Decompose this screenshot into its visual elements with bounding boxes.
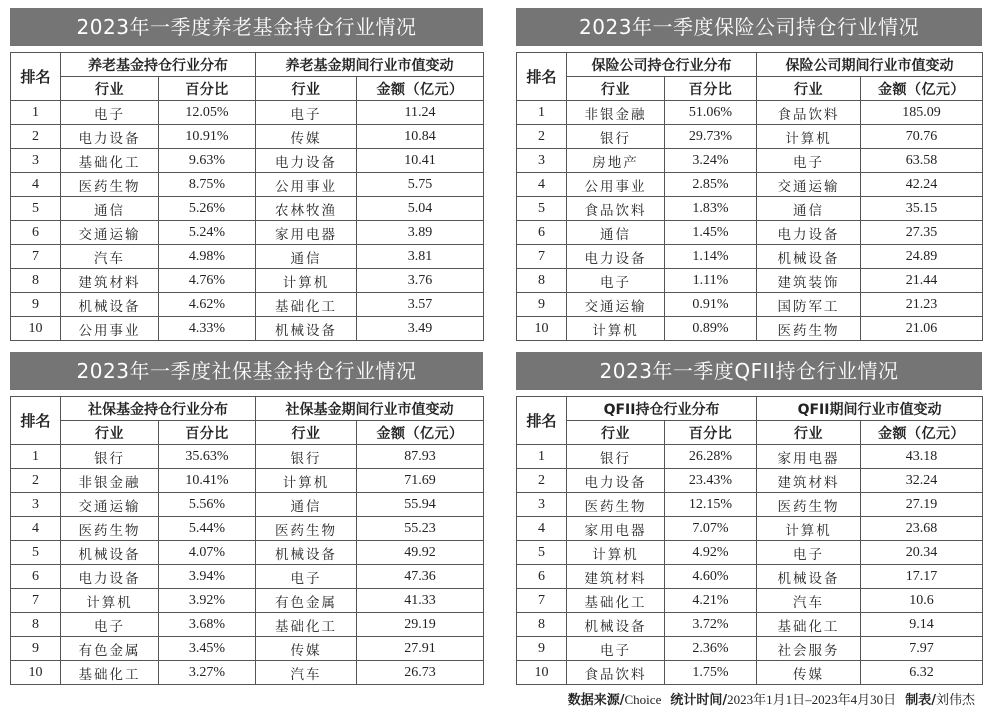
amount-cell: 6.32 [861, 661, 983, 685]
industry-cell: 机械设备 [256, 541, 357, 565]
percent-cell: 4.21% [665, 589, 757, 613]
table-row [517, 293, 983, 317]
percent-cell: 8.75% [159, 173, 256, 197]
rank-cell: 3 [517, 493, 567, 517]
industry-cell: 有色金属 [256, 589, 357, 613]
table-row [11, 469, 484, 493]
rank-cell: 5 [517, 541, 567, 565]
industry-cell: 基础化工 [61, 149, 159, 173]
amount-cell: 42.24 [861, 173, 983, 197]
percent-cell: 1.14% [665, 245, 757, 269]
industry-cell: 食品饮料 [567, 197, 665, 221]
table-row [11, 613, 484, 637]
industry-cell: 交通运输 [757, 173, 861, 197]
amount-cell: 3.81 [357, 245, 484, 269]
industry-cell: 机械设备 [61, 293, 159, 317]
industry-cell: 农林牧渔 [256, 197, 357, 221]
industry-cell: 电子 [256, 565, 357, 589]
panel-title: 2023年一季度QFII持仓行业情况 [516, 352, 982, 390]
rank-cell: 3 [11, 493, 61, 517]
amount-cell: 3.49 [357, 317, 484, 341]
percent-cell: 2.36% [665, 637, 757, 661]
table-row [11, 221, 484, 245]
rank-cell: 7 [11, 245, 61, 269]
rank-cell: 4 [517, 173, 567, 197]
percent-cell: 4.33% [159, 317, 256, 341]
industry-cell: 计算机 [256, 269, 357, 293]
amount-cell: 20.34 [861, 541, 983, 565]
amount-cell: 21.44 [861, 269, 983, 293]
industry-cell: 电力设备 [567, 245, 665, 269]
industry-cell: 银行 [61, 445, 159, 469]
rank-cell: 8 [517, 269, 567, 293]
table-row [11, 317, 484, 341]
amount-col-header: 金额（亿元） [861, 421, 983, 445]
value-change-group-header: 社保基金期间行业市值变动 [256, 397, 484, 421]
percent-cell: 2.85% [665, 173, 757, 197]
industry-cell: 公用事业 [567, 173, 665, 197]
amount-col-header: 金额（亿元） [357, 77, 484, 101]
amount-cell: 3.89 [357, 221, 484, 245]
rank-cell: 1 [11, 101, 61, 125]
distribution-group-header: QFII持仓行业分布 [567, 397, 757, 421]
percent-cell: 10.91% [159, 125, 256, 149]
industry-cell: 电子 [256, 101, 357, 125]
industry-cell: 银行 [567, 445, 665, 469]
percent-cell: 4.62% [159, 293, 256, 317]
industry-col-header: 行业 [256, 77, 357, 101]
percent-col-header: 百分比 [665, 77, 757, 101]
industry-cell: 通信 [567, 221, 665, 245]
rank-cell: 7 [517, 245, 567, 269]
amount-cell: 27.19 [861, 493, 983, 517]
rank-cell: 3 [517, 149, 567, 173]
industry-cell: 计算机 [567, 541, 665, 565]
period-label: 统计时间/ [670, 693, 728, 708]
rank-cell: 2 [517, 469, 567, 493]
table-row [517, 637, 983, 661]
table-row [11, 293, 484, 317]
percent-col-header: 百分比 [159, 421, 256, 445]
rank-cell: 5 [11, 197, 61, 221]
footer-credits [0, 689, 975, 708]
amount-cell: 5.04 [357, 197, 484, 221]
table-row [11, 101, 484, 125]
industry-cell: 银行 [567, 125, 665, 149]
industry-col-header: 行业 [757, 77, 861, 101]
rank-cell: 1 [517, 445, 567, 469]
industry-cell: 传媒 [757, 661, 861, 685]
industry-cell: 有色金属 [61, 637, 159, 661]
percent-cell: 3.45% [159, 637, 256, 661]
table-row [11, 445, 484, 469]
industry-col-header: 行业 [757, 421, 861, 445]
table-row [517, 589, 983, 613]
rank-cell: 2 [11, 125, 61, 149]
rank-cell: 6 [517, 221, 567, 245]
holdings-table [10, 52, 484, 341]
industry-col-header: 行业 [61, 421, 159, 445]
rank-cell: 9 [517, 637, 567, 661]
amount-cell: 17.17 [861, 565, 983, 589]
rank-cell: 2 [517, 125, 567, 149]
table-row [517, 469, 983, 493]
industry-cell: 电力设备 [256, 149, 357, 173]
amount-cell: 10.41 [357, 149, 484, 173]
amount-cell: 23.68 [861, 517, 983, 541]
rank-cell: 1 [517, 101, 567, 125]
industry-cell: 建筑装饰 [757, 269, 861, 293]
industry-cell: 电力设备 [61, 565, 159, 589]
value-change-group-header: 保险公司期间行业市值变动 [757, 53, 983, 77]
percent-cell: 3.94% [159, 565, 256, 589]
percent-cell: 1.11% [665, 269, 757, 293]
industry-cell: 机械设备 [757, 245, 861, 269]
industry-cell: 食品饮料 [757, 101, 861, 125]
source-value: Choice [624, 692, 662, 707]
rank-cell: 1 [11, 445, 61, 469]
industry-cell: 房地产 [567, 149, 665, 173]
industry-cell: 医药生物 [256, 517, 357, 541]
industry-cell: 汽车 [61, 245, 159, 269]
panel-pension-fund [10, 8, 483, 341]
table-row [11, 197, 484, 221]
table-row [11, 661, 484, 685]
industry-cell: 医药生物 [757, 493, 861, 517]
industry-cell: 社会服务 [757, 637, 861, 661]
amount-col-header: 金额（亿元） [861, 77, 983, 101]
rank-cell: 7 [517, 589, 567, 613]
panel-title: 2023年一季度养老基金持仓行业情况 [10, 8, 483, 46]
table-row [517, 221, 983, 245]
industry-cell: 公用事业 [61, 317, 159, 341]
industry-cell: 基础化工 [256, 293, 357, 317]
industry-cell: 机械设备 [567, 613, 665, 637]
industry-cell: 医药生物 [61, 517, 159, 541]
source-label: 数据来源/ [567, 693, 625, 708]
amount-cell: 27.35 [861, 221, 983, 245]
industry-cell: 传媒 [256, 125, 357, 149]
amount-cell: 3.76 [357, 269, 484, 293]
percent-cell: 23.43% [665, 469, 757, 493]
percent-cell: 12.05% [159, 101, 256, 125]
rank-cell: 4 [11, 173, 61, 197]
table-row [517, 565, 983, 589]
amount-cell: 3.57 [357, 293, 484, 317]
value-change-group-header: QFII期间行业市值变动 [757, 397, 983, 421]
industry-cell: 机械设备 [61, 541, 159, 565]
table-row [517, 101, 983, 125]
percent-cell: 1.75% [665, 661, 757, 685]
rank-cell: 6 [11, 565, 61, 589]
industry-cell: 电力设备 [567, 469, 665, 493]
amount-cell: 11.24 [357, 101, 484, 125]
percent-cell: 3.92% [159, 589, 256, 613]
rank-cell: 8 [11, 613, 61, 637]
amount-cell: 71.69 [357, 469, 484, 493]
industry-col-header: 行业 [61, 77, 159, 101]
industry-cell: 电子 [757, 149, 861, 173]
table-row [517, 173, 983, 197]
percent-col-header: 百分比 [665, 421, 757, 445]
amount-cell: 32.24 [861, 469, 983, 493]
percent-cell: 5.56% [159, 493, 256, 517]
rank-cell: 7 [11, 589, 61, 613]
table-row [11, 637, 484, 661]
table-row [517, 613, 983, 637]
industry-cell: 汽车 [256, 661, 357, 685]
industry-cell: 计算机 [61, 589, 159, 613]
rank-header: 排名 [517, 397, 567, 445]
percent-cell: 1.83% [665, 197, 757, 221]
percent-cell: 0.91% [665, 293, 757, 317]
percent-cell: 51.06% [665, 101, 757, 125]
rank-header: 排名 [11, 53, 61, 101]
industry-col-header: 行业 [567, 421, 665, 445]
industry-cell: 机械设备 [256, 317, 357, 341]
rank-cell: 9 [11, 637, 61, 661]
industry-cell: 汽车 [757, 589, 861, 613]
industry-col-header: 行业 [567, 77, 665, 101]
industry-cell: 传媒 [256, 637, 357, 661]
rank-cell: 10 [11, 661, 61, 685]
amount-cell: 29.19 [357, 613, 484, 637]
table-row [11, 269, 484, 293]
industry-cell: 交通运输 [61, 493, 159, 517]
rank-cell: 8 [517, 613, 567, 637]
percent-cell: 4.76% [159, 269, 256, 293]
table-row [517, 197, 983, 221]
rank-cell: 9 [517, 293, 567, 317]
industry-cell: 家用电器 [567, 517, 665, 541]
amount-cell: 47.36 [357, 565, 484, 589]
amount-col-header: 金额（亿元） [357, 421, 484, 445]
percent-col-header: 百分比 [159, 77, 256, 101]
author-value: 刘伟杰 [935, 692, 975, 707]
amount-cell: 7.97 [861, 637, 983, 661]
table-row [11, 245, 484, 269]
table-row [517, 541, 983, 565]
amount-cell: 55.23 [357, 517, 484, 541]
amount-cell: 5.75 [357, 173, 484, 197]
industry-cell: 电力设备 [757, 221, 861, 245]
table-row [11, 125, 484, 149]
table-row [517, 245, 983, 269]
table-row [11, 589, 484, 613]
rank-cell: 3 [11, 149, 61, 173]
industry-cell: 基础化工 [256, 613, 357, 637]
industry-cell: 建筑材料 [757, 469, 861, 493]
industry-cell: 家用电器 [757, 445, 861, 469]
amount-cell: 35.15 [861, 197, 983, 221]
industry-cell: 国防军工 [757, 293, 861, 317]
industry-cell: 非银金融 [567, 101, 665, 125]
industry-cell: 医药生物 [757, 317, 861, 341]
rank-cell: 4 [517, 517, 567, 541]
table-row [517, 493, 983, 517]
rank-cell: 6 [11, 221, 61, 245]
amount-cell: 70.76 [861, 125, 983, 149]
rank-cell: 5 [11, 541, 61, 565]
percent-cell: 12.15% [665, 493, 757, 517]
percent-cell: 7.07% [665, 517, 757, 541]
author-label: 制表/ [905, 693, 936, 708]
distribution-group-header: 社保基金持仓行业分布 [61, 397, 256, 421]
percent-cell: 35.63% [159, 445, 256, 469]
rank-header: 排名 [517, 53, 567, 101]
industry-cell: 计算机 [757, 125, 861, 149]
table-row [11, 493, 484, 517]
panel-title: 2023年一季度保险公司持仓行业情况 [516, 8, 982, 46]
table-row [517, 125, 983, 149]
amount-cell: 27.91 [357, 637, 484, 661]
table-row [11, 541, 484, 565]
industry-cell: 建筑材料 [61, 269, 159, 293]
amount-cell: 10.84 [357, 125, 484, 149]
amount-cell: 185.09 [861, 101, 983, 125]
industry-cell: 通信 [256, 493, 357, 517]
panel-title: 2023年一季度社保基金持仓行业情况 [10, 352, 483, 390]
industry-cell: 计算机 [567, 317, 665, 341]
industry-cell: 食品饮料 [567, 661, 665, 685]
rank-cell: 6 [517, 565, 567, 589]
rank-cell: 10 [517, 317, 567, 341]
percent-cell: 4.07% [159, 541, 256, 565]
holdings-table [10, 396, 484, 685]
percent-cell: 3.27% [159, 661, 256, 685]
percent-cell: 0.89% [665, 317, 757, 341]
industry-cell: 建筑材料 [567, 565, 665, 589]
industry-cell: 非银金融 [61, 469, 159, 493]
industry-cell: 通信 [256, 245, 357, 269]
industry-cell: 电子 [757, 541, 861, 565]
table-row [517, 661, 983, 685]
percent-cell: 3.24% [665, 149, 757, 173]
rank-cell: 5 [517, 197, 567, 221]
value-change-group-header: 养老基金期间行业市值变动 [256, 53, 484, 77]
table-row [517, 149, 983, 173]
percent-cell: 26.28% [665, 445, 757, 469]
holdings-table [516, 52, 983, 341]
industry-cell: 计算机 [757, 517, 861, 541]
industry-cell: 家用电器 [256, 221, 357, 245]
industry-cell: 医药生物 [567, 493, 665, 517]
industry-cell: 交通运输 [61, 221, 159, 245]
industry-cell: 电子 [567, 269, 665, 293]
industry-cell: 通信 [757, 197, 861, 221]
rank-cell: 10 [11, 317, 61, 341]
industry-cell: 交通运输 [567, 293, 665, 317]
table-row [11, 149, 484, 173]
amount-cell: 41.33 [357, 589, 484, 613]
percent-cell: 4.60% [665, 565, 757, 589]
amount-cell: 26.73 [357, 661, 484, 685]
percent-cell: 4.98% [159, 245, 256, 269]
industry-cell: 基础化工 [567, 589, 665, 613]
table-row [517, 317, 983, 341]
industry-cell: 电子 [61, 613, 159, 637]
table-row [11, 173, 484, 197]
rank-cell: 4 [11, 517, 61, 541]
percent-cell: 9.63% [159, 149, 256, 173]
industry-cell: 通信 [61, 197, 159, 221]
percent-cell: 10.41% [159, 469, 256, 493]
industry-cell: 机械设备 [757, 565, 861, 589]
percent-cell: 3.68% [159, 613, 256, 637]
period-value: 2023年1月1日–2023年4月30日 [727, 692, 897, 707]
table-row [11, 517, 484, 541]
industry-cell: 公用事业 [256, 173, 357, 197]
percent-cell: 3.72% [665, 613, 757, 637]
amount-cell: 63.58 [861, 149, 983, 173]
distribution-group-header: 保险公司持仓行业分布 [567, 53, 757, 77]
amount-cell: 55.94 [357, 493, 484, 517]
amount-cell: 24.89 [861, 245, 983, 269]
distribution-group-header: 养老基金持仓行业分布 [61, 53, 256, 77]
amount-cell: 49.92 [357, 541, 484, 565]
industry-cell: 电子 [567, 637, 665, 661]
percent-cell: 5.44% [159, 517, 256, 541]
rank-cell: 10 [517, 661, 567, 685]
industry-cell: 计算机 [256, 469, 357, 493]
industry-cell: 基础化工 [757, 613, 861, 637]
percent-cell: 5.26% [159, 197, 256, 221]
industry-cell: 电力设备 [61, 125, 159, 149]
industry-cell: 银行 [256, 445, 357, 469]
rank-cell: 2 [11, 469, 61, 493]
holdings-table [516, 396, 983, 685]
industry-col-header: 行业 [256, 421, 357, 445]
amount-cell: 10.6 [861, 589, 983, 613]
amount-cell: 21.06 [861, 317, 983, 341]
amount-cell: 21.23 [861, 293, 983, 317]
table-row [517, 517, 983, 541]
table-row [11, 565, 484, 589]
percent-cell: 5.24% [159, 221, 256, 245]
rank-header: 排名 [11, 397, 61, 445]
amount-cell: 43.18 [861, 445, 983, 469]
industry-cell: 电子 [61, 101, 159, 125]
amount-cell: 9.14 [861, 613, 983, 637]
amount-cell: 87.93 [357, 445, 484, 469]
percent-cell: 1.45% [665, 221, 757, 245]
panel-qfii [516, 352, 982, 685]
table-row [517, 445, 983, 469]
industry-cell: 医药生物 [61, 173, 159, 197]
percent-cell: 4.92% [665, 541, 757, 565]
panel-social-security [10, 352, 483, 685]
table-row [517, 269, 983, 293]
industry-cell: 基础化工 [61, 661, 159, 685]
percent-cell: 29.73% [665, 125, 757, 149]
panel-insurance [516, 8, 982, 341]
rank-cell: 8 [11, 269, 61, 293]
rank-cell: 9 [11, 293, 61, 317]
